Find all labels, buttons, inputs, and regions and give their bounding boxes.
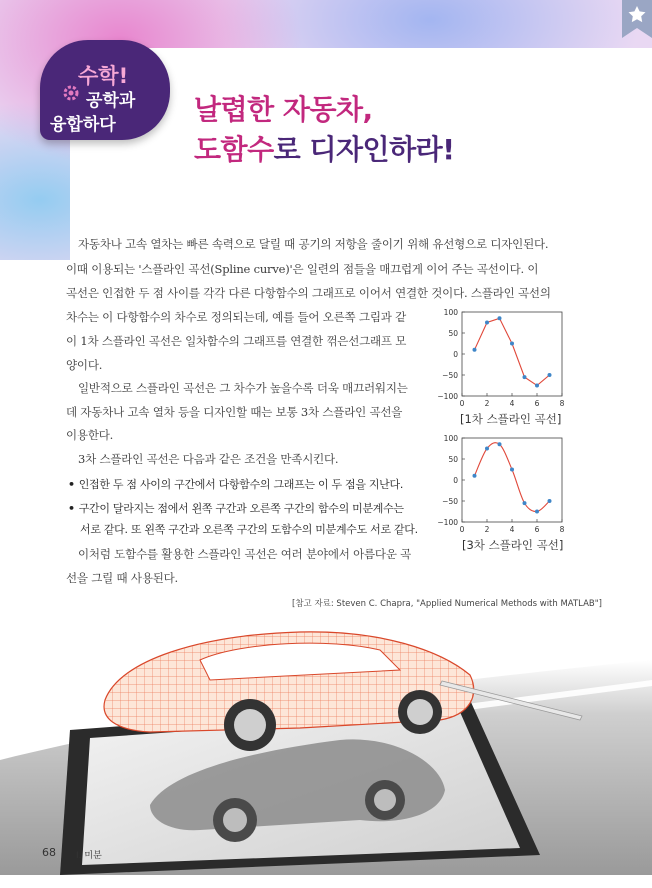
bullet-item: • 인접한 두 점 사이의 구간에서 다항함수의 그래프는 이 두 점을 지난다. (68, 478, 404, 491)
linear-spline-chart (432, 306, 572, 410)
data-point (523, 375, 527, 379)
para1-line: 이때 이용되는 '스플라인 곡선(Spline curve)'은 일련의 점들을 매끄럽게 이어 주는 곡선이다. 이 (66, 262, 539, 276)
gear-icon (62, 84, 80, 102)
data-point (535, 384, 539, 388)
data-point (498, 316, 502, 320)
y-tick-label: 0 (453, 350, 458, 359)
chart-frame (462, 312, 562, 396)
badge-line-3: 융합하다 (50, 115, 116, 135)
chart-caption-1: [1차 스플라인 곡선] (460, 412, 562, 426)
page-title-line-2 (194, 128, 454, 168)
para1-line: 양이다. (66, 358, 103, 372)
x-tick-label: 6 (534, 399, 540, 408)
data-point (548, 373, 552, 377)
y-tick-label: −100 (437, 392, 458, 401)
chart-caption-2: [3차 스플라인 곡선] (462, 538, 564, 552)
y-tick-label: 100 (443, 434, 458, 443)
data-point (485, 321, 489, 325)
badge-line-2: 공학과 (86, 91, 136, 111)
para4-line: 이처럼 도함수를 활용한 스플라인 곡선은 여러 분야에서 아름다운 곡 (78, 547, 412, 561)
para1-line: 이 1차 스플라인 곡선은 일차함수의 그래프를 연결한 꺾은선그래프 모 (66, 334, 407, 348)
car-tablet-illustration (0, 620, 652, 875)
para1-line: 자동차나 고속 열차는 빠른 속력으로 달릴 때 공기의 저항을 줄이기 위해 유선형으로 디자인된다. (78, 237, 549, 251)
x-tick-label: 0 (459, 525, 465, 534)
x-tick-label: 8 (559, 525, 565, 534)
x-tick-label: 4 (509, 525, 515, 534)
x-tick-label: 2 (484, 399, 490, 408)
para4-line: 선을 그릴 때 사용된다. (66, 571, 179, 585)
y-tick-label: 50 (448, 329, 458, 338)
data-point (473, 474, 477, 478)
chapter-label: Ⅰ. 미분 (76, 851, 102, 861)
para2-line: 이용한다. (66, 428, 114, 442)
page-title-line-1: 날렵한 자동차, (194, 93, 373, 126)
x-tick-label: 8 (559, 399, 565, 408)
series-line (475, 318, 550, 385)
para2-line: 데 자동차나 고속 열차 등을 디자인할 때는 보통 3차 스플라인 곡선을 (66, 405, 403, 419)
data-point (535, 510, 539, 514)
page-number: 68 (42, 846, 56, 859)
data-point (510, 342, 514, 346)
reference-note: [참고 자료: Steven C. Chapra, "Applied Numerical Methods with MATLAB"] (292, 599, 602, 609)
data-point (473, 348, 477, 352)
para2-line: 일반적으로 스플라인 곡선은 그 차수가 높을수록 더욱 매끄러워지는 (78, 381, 408, 395)
y-tick-label: 100 (443, 308, 458, 317)
y-tick-label: 0 (453, 476, 458, 485)
para3: 3차 스플라인 곡선은 다음과 같은 조건을 만족시킨다. (78, 452, 339, 466)
x-tick-label: 6 (534, 525, 540, 534)
para1-line: 곡선은 인접한 두 점 사이를 각각 다른 다항함수의 그래프로 이어서 연결한 것이다. 스플라인 곡선의 (66, 286, 551, 300)
bookmark-star-icon (622, 0, 652, 38)
data-point (510, 468, 514, 472)
y-tick-label: −100 (437, 518, 458, 527)
x-tick-label: 4 (509, 399, 515, 408)
data-point (485, 447, 489, 451)
para1-line: 차수는 이 다항함수의 차수로 정의되는데, 예를 들어 오른쪽 그림과 같 (66, 310, 407, 324)
x-tick-label: 2 (484, 525, 490, 534)
badge-line-1: 수학! (78, 64, 129, 88)
chart-frame (462, 438, 562, 522)
title-highlight: 도함수 (194, 133, 274, 166)
bullet-item: • 구간이 달라지는 점에서 왼쪽 구간과 오른쪽 구간의 함수의 미분계수는 (68, 502, 404, 515)
data-point (548, 499, 552, 503)
title-rest: 로 디자인하라! (273, 133, 455, 166)
series-line (475, 443, 550, 512)
data-point (498, 442, 502, 446)
y-tick-label: −50 (442, 371, 458, 380)
y-tick-label: 50 (448, 455, 458, 464)
data-point (523, 501, 527, 505)
cubic-spline-chart (432, 432, 572, 536)
x-tick-label: 0 (459, 399, 465, 408)
bullet-continuation: 서로 같다. 또 왼쪽 구간과 오른쪽 구간의 도함수의 미분계수도 서로 같다. (80, 523, 418, 536)
y-tick-label: −50 (442, 497, 458, 506)
